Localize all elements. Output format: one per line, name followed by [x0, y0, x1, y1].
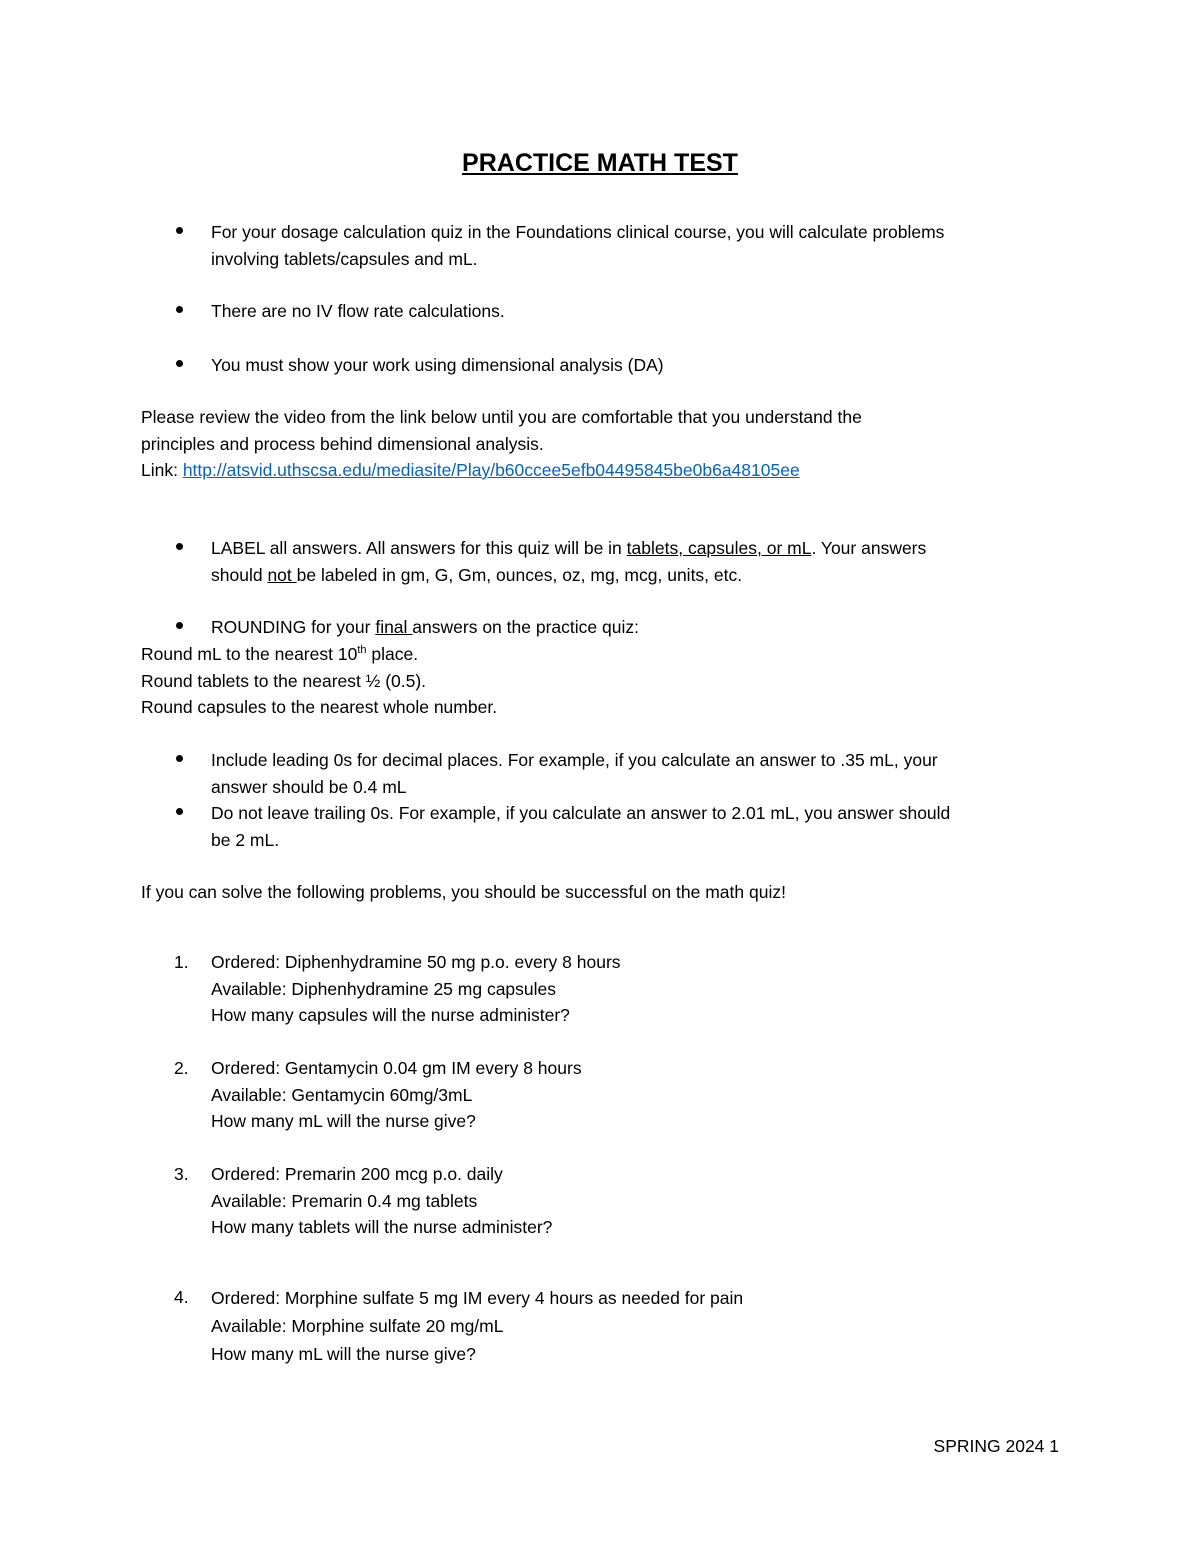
- intro-bullet-1: [211, 219, 1061, 272]
- intro-bullet-2: There are no IV flow rate calculations.: [211, 301, 505, 321]
- problem-2: [211, 1055, 1061, 1135]
- rounding-text: ROUNDING for your: [211, 617, 376, 637]
- label-text: LABEL all answers. All answers for this quiz will be in: [211, 538, 627, 558]
- review-link-line: [141, 457, 1061, 484]
- problem-4: [211, 1284, 1061, 1368]
- zero-bullet-2: [211, 800, 1061, 853]
- rounding-bullet: [211, 614, 1061, 641]
- label-bullet-line1: [211, 535, 1061, 562]
- success-line: If you can solve the following problems, you should be successful on the math quiz!: [141, 882, 786, 902]
- zero-bullet-2-line2: be 2 mL.: [211, 829, 280, 850]
- problem-number: 2.: [174, 1058, 189, 1078]
- problem-number: 1.: [174, 952, 189, 972]
- problem-question: How many mL will the nurse give?: [211, 1344, 476, 1364]
- rounding-rules: [141, 641, 1061, 721]
- problem-3: [211, 1161, 1061, 1241]
- label-underlined: tablets, capsules, or mL: [626, 538, 812, 558]
- rounding-ml-text: place.: [366, 644, 419, 664]
- problem-available: Available: Diphenhydramine 25 mg capsules: [211, 978, 557, 999]
- rounding-ml-sup: th: [357, 644, 367, 657]
- problem-number: 4.: [174, 1287, 189, 1307]
- video-link[interactable]: http://atsvid.uthscsa.edu/mediasite/Play/b60ccee5efb04495845be0b6a48105ee: [182, 460, 800, 480]
- problem-1: [211, 949, 1061, 1029]
- problem-question: How many tablets will the nurse administer?: [211, 1217, 553, 1237]
- label-bullet-line2: [211, 562, 1061, 589]
- bullet-icon: [174, 755, 184, 765]
- problem-question: How many mL will the nurse give?: [211, 1111, 476, 1131]
- intro-bullet-1-line2: involving tablets/capsules and mL.: [211, 248, 478, 269]
- label-text: be labeled in gm, G, Gm, ounces, oz, mg, mcg, units, etc.: [296, 564, 743, 585]
- problem-available: Available: Premarin 0.4 mg tablets: [211, 1190, 478, 1211]
- bullet-icon: [174, 306, 184, 316]
- problem-question: How many capsules will the nurse administer?: [211, 1005, 570, 1025]
- label-text: . Your answers: [811, 538, 927, 558]
- zero-bullet-1-line1: Include leading 0s for decimal places. For example, if you calculate an answer to .35 mL, your: [211, 750, 938, 770]
- zero-bullet-1: [211, 747, 1061, 800]
- problem-ordered: Ordered: Diphenhydramine 50 mg p.o. every 8 hours: [211, 952, 621, 972]
- problem-available: Available: Morphine sulfate 20 mg/mL: [211, 1316, 504, 1336]
- rounding-ml-text: Round mL to the nearest 10: [141, 644, 358, 664]
- label-text: should: [211, 564, 268, 585]
- zero-bullet-2-line1: Do not leave trailing 0s. For example, if you calculate an answer to 2.01 mL, you answer should: [211, 803, 951, 823]
- bullet-icon: [174, 360, 184, 370]
- intro-bullet-3: You must show your work using dimensional analysis (DA): [211, 355, 664, 375]
- rounding-underlined: final: [375, 617, 413, 637]
- review-paragraph: [141, 404, 1061, 484]
- bullet-icon: [174, 543, 184, 553]
- problem-available: Available: Gentamycin 60mg/3mL: [211, 1084, 473, 1105]
- link-label: Link:: [141, 460, 183, 480]
- zero-bullet-1-line2: answer should be 0.4 mL: [211, 776, 407, 797]
- bullet-icon: [174, 622, 184, 632]
- rounding-tablets: Round tablets to the nearest ½ (0.5).: [141, 670, 427, 691]
- page-footer: SPRING 2024 1: [933, 1436, 1059, 1456]
- problem-ordered: Ordered: Morphine sulfate 5 mg IM every 4 hours as needed for pain: [211, 1288, 744, 1308]
- bullet-icon: [174, 808, 184, 818]
- problem-ordered: Ordered: Gentamycin 0.04 gm IM every 8 hours: [211, 1058, 582, 1078]
- label-underlined: not: [267, 564, 297, 585]
- problem-number: 3.: [174, 1164, 189, 1184]
- review-line2: principles and process behind dimensional analysis.: [141, 433, 544, 454]
- intro-bullet-1-line1: For your dosage calculation quiz in the Foundations clinical course, you will calculate problems: [211, 222, 945, 242]
- rounding-text: answers on the practice quiz:: [412, 617, 639, 637]
- rounding-ml: [141, 641, 1061, 668]
- page-title: PRACTICE MATH TEST: [462, 149, 738, 177]
- rounding-capsules: Round capsules to the nearest whole number.: [141, 697, 498, 717]
- problem-ordered: Ordered: Premarin 200 mcg p.o. daily: [211, 1164, 503, 1184]
- bullet-icon: [174, 227, 184, 237]
- review-line1: Please review the video from the link below until you are comfortable that you understand the: [141, 407, 862, 427]
- label-bullet: [211, 535, 1061, 588]
